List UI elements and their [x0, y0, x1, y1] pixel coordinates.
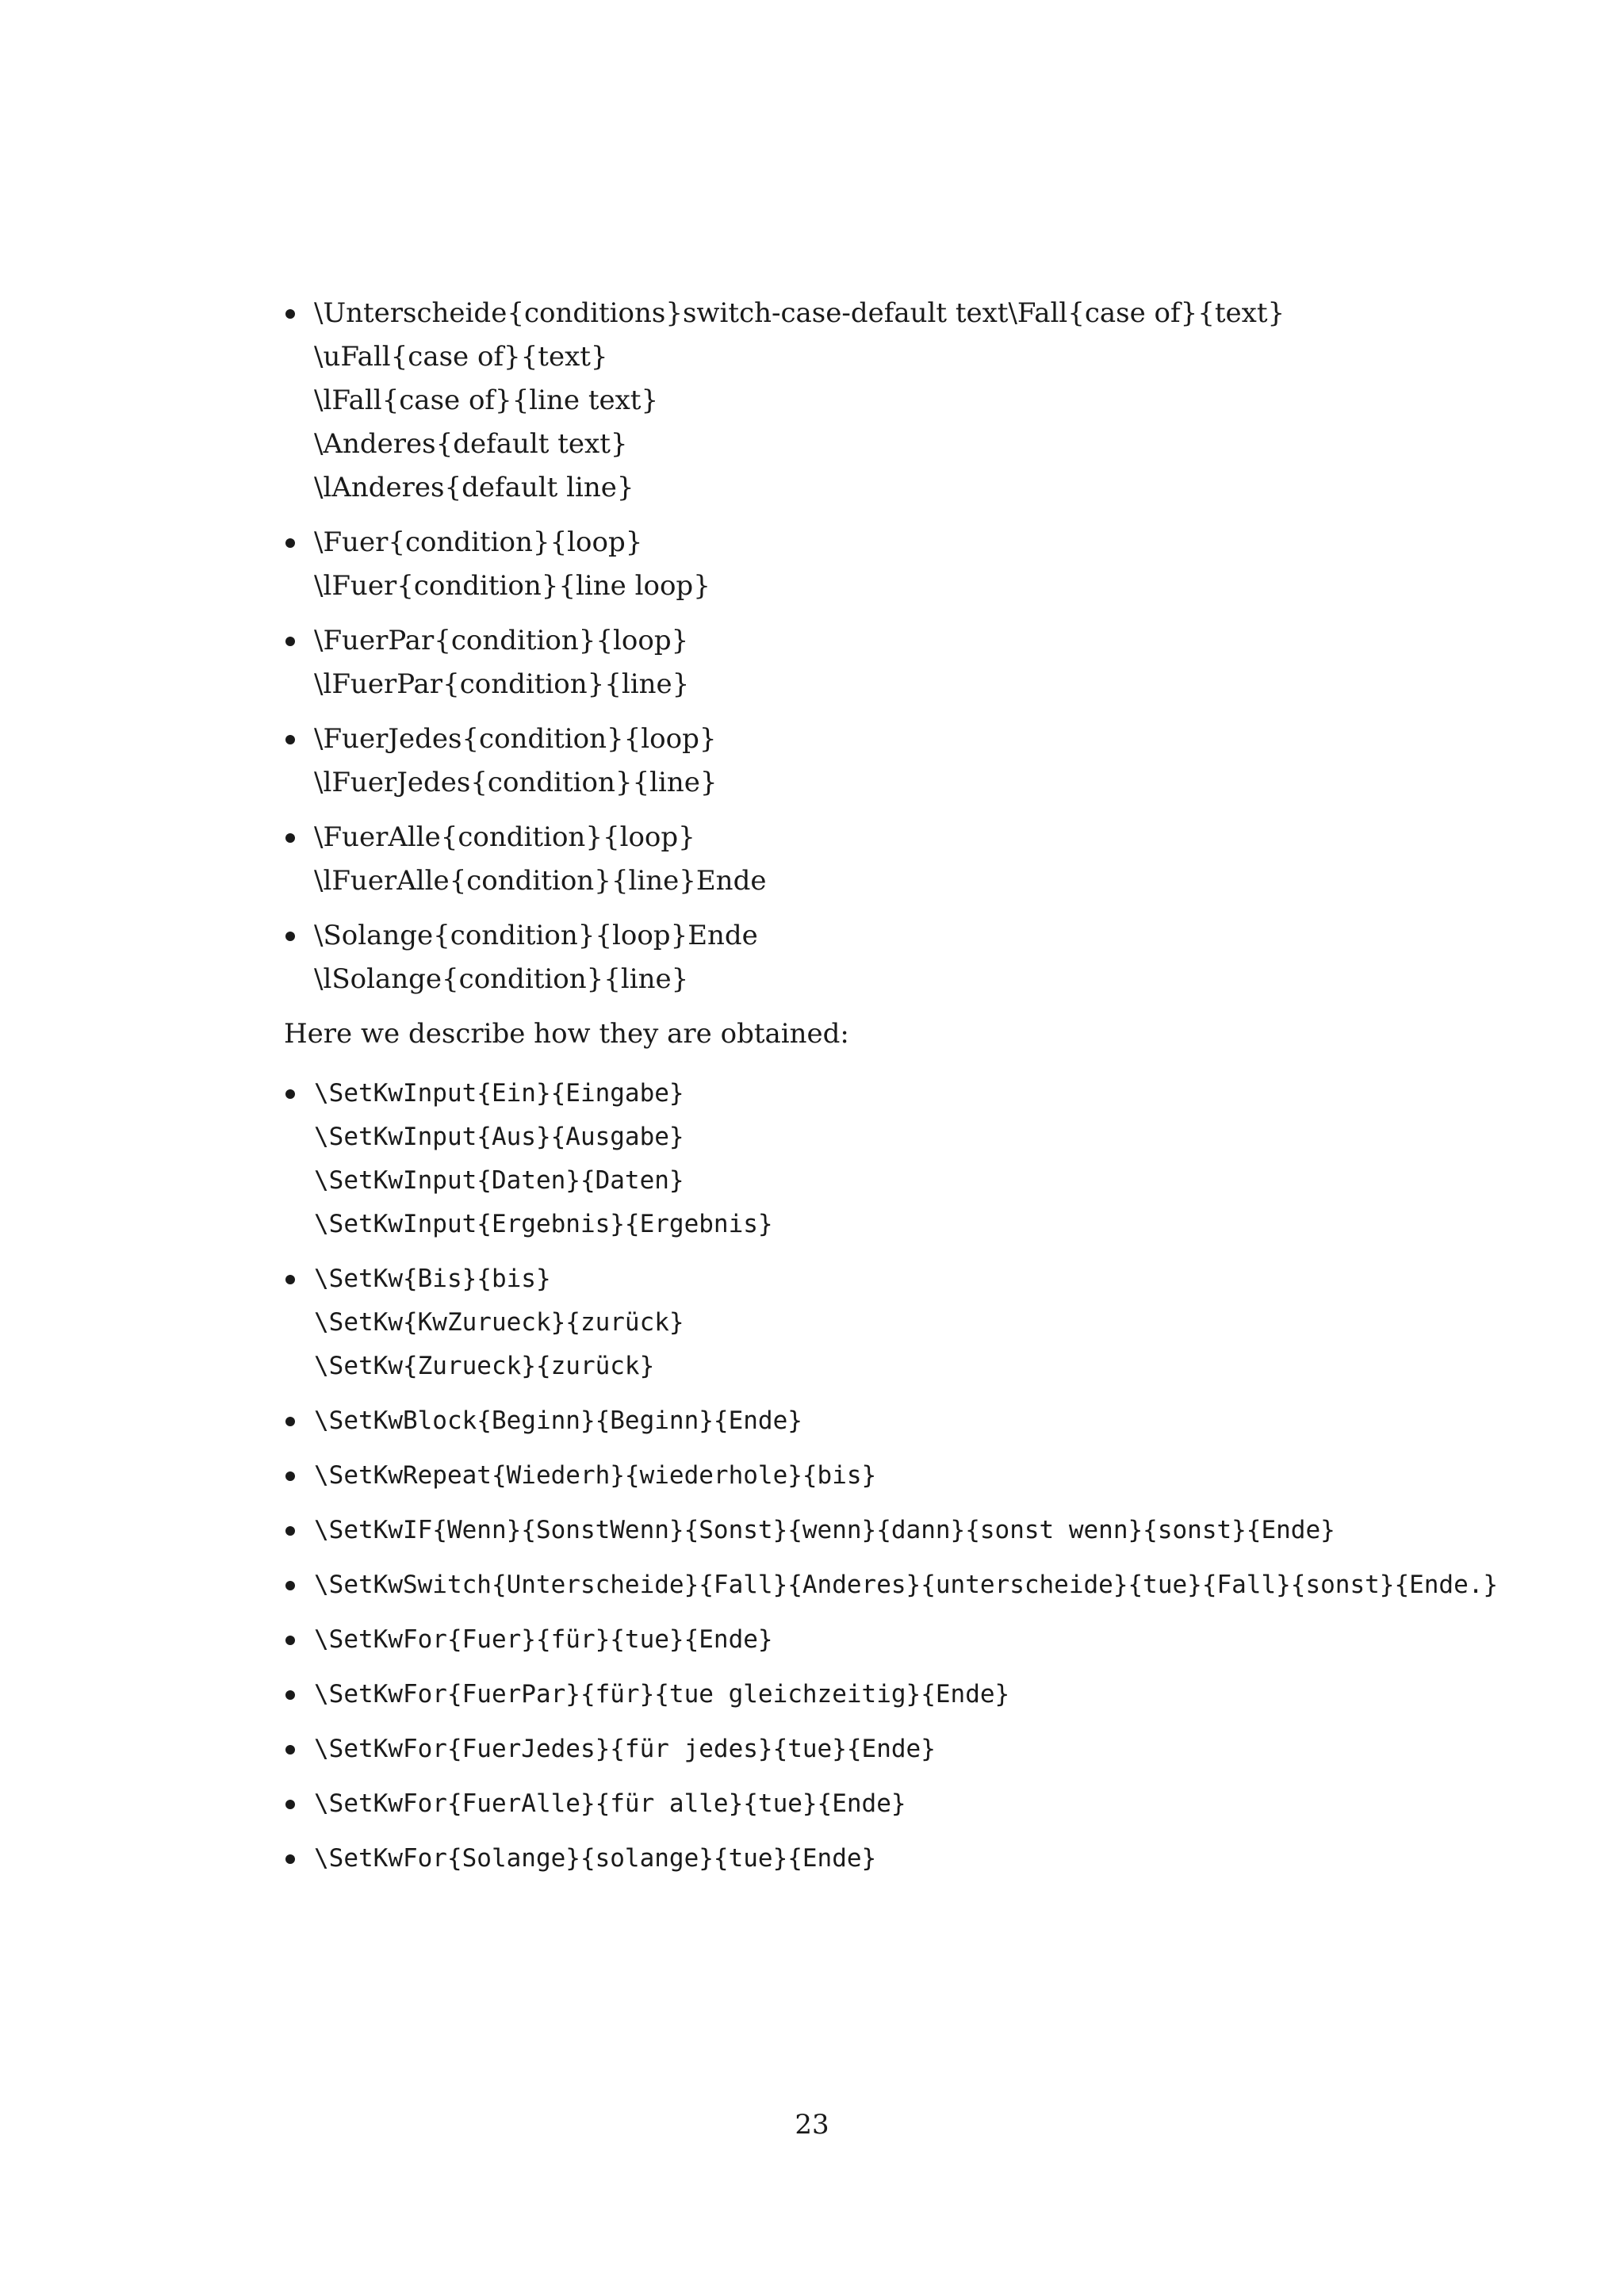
bullet-icon: [285, 735, 295, 744]
list-item: [284, 1072, 1521, 1246]
list-item: [284, 1673, 1521, 1716]
list-item-line: \lFuer{condition}{line loop}: [314, 570, 710, 602]
list-item-line: \Anderes{default text}: [314, 428, 628, 460]
list-item-line: \SetKwInput{Daten}{Daten}: [314, 1166, 684, 1195]
list-item: [284, 718, 1521, 805]
list-item-line: \SetKwFor{Solange}{solange}{tue}{Ende}: [314, 1844, 877, 1873]
list-item: [284, 1837, 1521, 1881]
list-item-line: \FuerJedes{condition}{loop}: [314, 723, 717, 755]
bullet-icon: [285, 1275, 295, 1284]
list-item: [284, 1728, 1521, 1771]
list-item-line: \FuerPar{condition}{loop}: [314, 625, 689, 656]
macro-list: [284, 292, 1521, 1001]
list-item: [284, 1509, 1521, 1552]
list-item: [284, 1454, 1521, 1498]
bullet-icon: [285, 538, 295, 548]
list-item-line: \SetKwFor{Fuer}{für}{tue}{Ende}: [314, 1625, 773, 1654]
bullet-icon: [285, 833, 295, 843]
page-content: [284, 292, 1521, 1892]
list-item-line: \SetKwBlock{Beginn}{Beginn}{Ende}: [314, 1406, 802, 1435]
list-item-line: \lFall{case of}{line text}: [314, 385, 659, 416]
setkw-list: [284, 1072, 1521, 1881]
page-number: 23: [795, 2109, 829, 2141]
list-item-line: \lSolange{condition}{line}: [314, 963, 689, 995]
bullet-icon: [285, 1745, 295, 1755]
list-item-line: \SetKw{KwZurueck}{zurück}: [314, 1308, 684, 1337]
list-item-line: \lFuerJedes{condition}{line}: [314, 767, 718, 798]
list-item-line: \SetKwIF{Wenn}{SonstWenn}{Sonst}{wenn}{dann}{sonst wenn}{sonst}{Ende}: [314, 1516, 1335, 1544]
list-item: [284, 521, 1521, 608]
intro-paragraph: Here we describe how they are obtained:: [284, 1018, 849, 1050]
list-item: [284, 619, 1521, 706]
bullet-icon: [285, 1089, 295, 1099]
list-item-line: \uFall{case of}{text}: [314, 341, 608, 373]
list-item-line: \SetKwFor{FuerAlle}{für alle}{tue}{Ende}: [314, 1789, 906, 1818]
list-item: [284, 1563, 1521, 1607]
list-item: [284, 914, 1521, 1001]
bullet-icon: [285, 1800, 295, 1809]
bullet-icon: [285, 1471, 295, 1481]
list-item: [284, 292, 1521, 510]
list-item-line: \SetKwInput{Aus}{Ausgabe}: [314, 1123, 684, 1151]
list-item-line: \SetKwFor{FuerJedes}{für jedes}{tue}{Ende}: [314, 1735, 936, 1763]
list-item-line: \lAnderes{default line}: [314, 472, 634, 503]
list-item-line: \SetKwFor{FuerPar}{für}{tue gleichzeitig}{Ende}: [314, 1680, 1010, 1709]
list-item-line: \SetKwInput{Ergebnis}{Ergebnis}: [314, 1210, 773, 1238]
list-item-line: \SetKw{Bis}{bis}: [314, 1265, 551, 1293]
list-item: [284, 1782, 1521, 1826]
bullet-icon: [285, 932, 295, 941]
list-item-line: \SetKwSwitch{Unterscheide}{Fall}{Anderes}{unterscheide}{tue}{Fall}{sonst}{Ende.}: [314, 1571, 1499, 1599]
bullet-icon: [285, 1581, 295, 1590]
list-item-line: \SetKwRepeat{Wiederh}{wiederhole}{bis}: [314, 1461, 877, 1490]
list-item: [284, 1618, 1521, 1662]
list-item: [284, 1257, 1521, 1388]
list-item-line: \SetKw{Zurueck}{zurück}: [314, 1352, 655, 1380]
bullet-icon: [285, 1417, 295, 1426]
bullet-icon: [285, 637, 295, 646]
bullet-icon: [285, 1636, 295, 1645]
list-item: [284, 1399, 1521, 1443]
list-item: [284, 816, 1521, 903]
list-item-line: \FuerAlle{condition}{loop}: [314, 821, 695, 853]
bullet-icon: [285, 1854, 295, 1864]
list-item-line: \Unterscheide{conditions}switch-case-default text\Fall{case of}{text}: [314, 297, 1285, 329]
list-item-line: \SetKwInput{Ein}{Eingabe}: [314, 1079, 684, 1108]
list-item-line: \lFuerAlle{condition}{line}Ende: [314, 865, 767, 897]
list-item-line: \lFuerPar{condition}{line}: [314, 668, 690, 700]
list-item-line: \Solange{condition}{loop}Ende: [314, 920, 758, 951]
bullet-icon: [285, 1690, 295, 1700]
list-item-line: \Fuer{condition}{loop}: [314, 526, 643, 558]
bullet-icon: [285, 1526, 295, 1536]
bullet-icon: [285, 309, 295, 319]
